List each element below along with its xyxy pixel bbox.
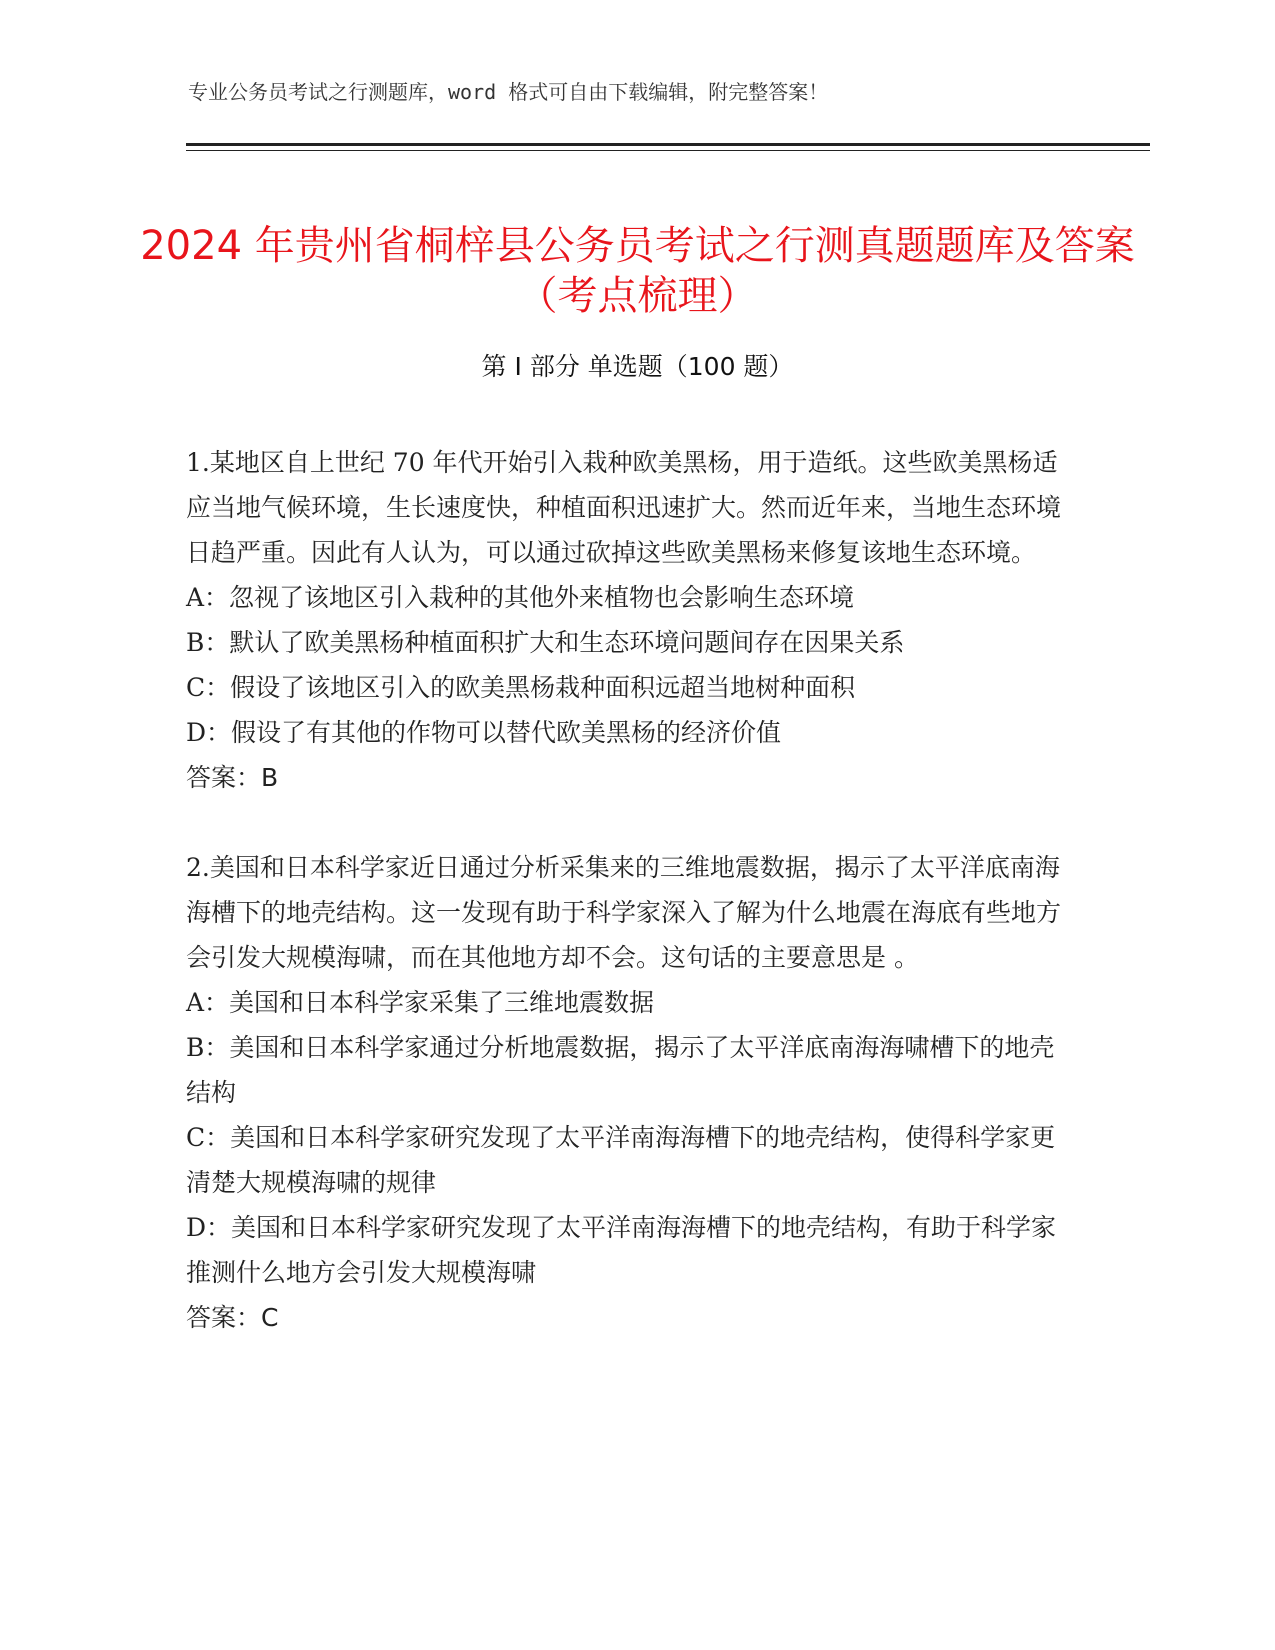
question-stem: 2.美国和日本科学家近日通过分析采集来的三维地震数据，揭示了太平洋底南海海槽下的地壳结构。这一发现有助于科学家深入了解为什么地震在海底有些地方会引发大规模海啸，而在其他地方却不会。这句话的主要意思是 。 [186, 853, 1062, 972]
question-option-a: A：忽视了该地区引入栽种的其他外来植物也会影响生态环境 [186, 583, 855, 612]
header-divider-thin [186, 150, 1150, 151]
question-option-c: C：假设了该地区引入的欧美黑杨栽种面积远超当地树种面积 [186, 673, 856, 702]
question-answer: 答案：C [186, 1303, 279, 1332]
question-option-d: D：美国和日本科学家研究发现了太平洋南海海槽下的地壳结构，有助于科学家推测什么地方会引发大规模海啸 [186, 1213, 1057, 1287]
section-title: 第 I 部分 单选题（100 题） [481, 352, 794, 381]
question-option-d: D：假设了有其他的作物可以替代欧美黑杨的经济价值 [186, 718, 782, 747]
question-option-c: C：美国和日本科学家研究发现了太平洋南海海槽下的地壳结构，使得科学家更清楚大规模海啸的规律 [186, 1123, 1056, 1197]
document-title: 2024 年贵州省桐梓县公务员考试之行测真题题库及答案（考点梳理） [140, 222, 1135, 319]
question-answer: 答案：B [186, 763, 279, 792]
question-option-a: A：美国和日本科学家采集了三维地震数据 [186, 988, 655, 1017]
question-stem: 1.某地区自上世纪 70 年代开始引入栽种欧美黑杨，用于造纸。这些欧美黑杨适应当地气候环境，生长速度快，种植面积迅速扩大。然而近年来，当地生态环境日趋严重。因此有人认为，可以通过砍掉这些欧美黑杨来修复该地生态环境。 [186, 448, 1062, 567]
question-option-b: B：默认了欧美黑杨种植面积扩大和生态环境问题间存在因果关系 [186, 628, 905, 657]
question-option-b: B：美国和日本科学家通过分析地震数据，揭示了太平洋底南海海啸槽下的地壳结构 [186, 1033, 1055, 1107]
header-note: 专业公务员考试之行测题库，word 格式可自由下载编辑，附完整答案！ [188, 80, 829, 104]
question-list [186, 440, 1066, 1340]
header-divider-thick [186, 143, 1150, 146]
question-item [186, 440, 1066, 800]
question-item [186, 845, 1066, 1340]
